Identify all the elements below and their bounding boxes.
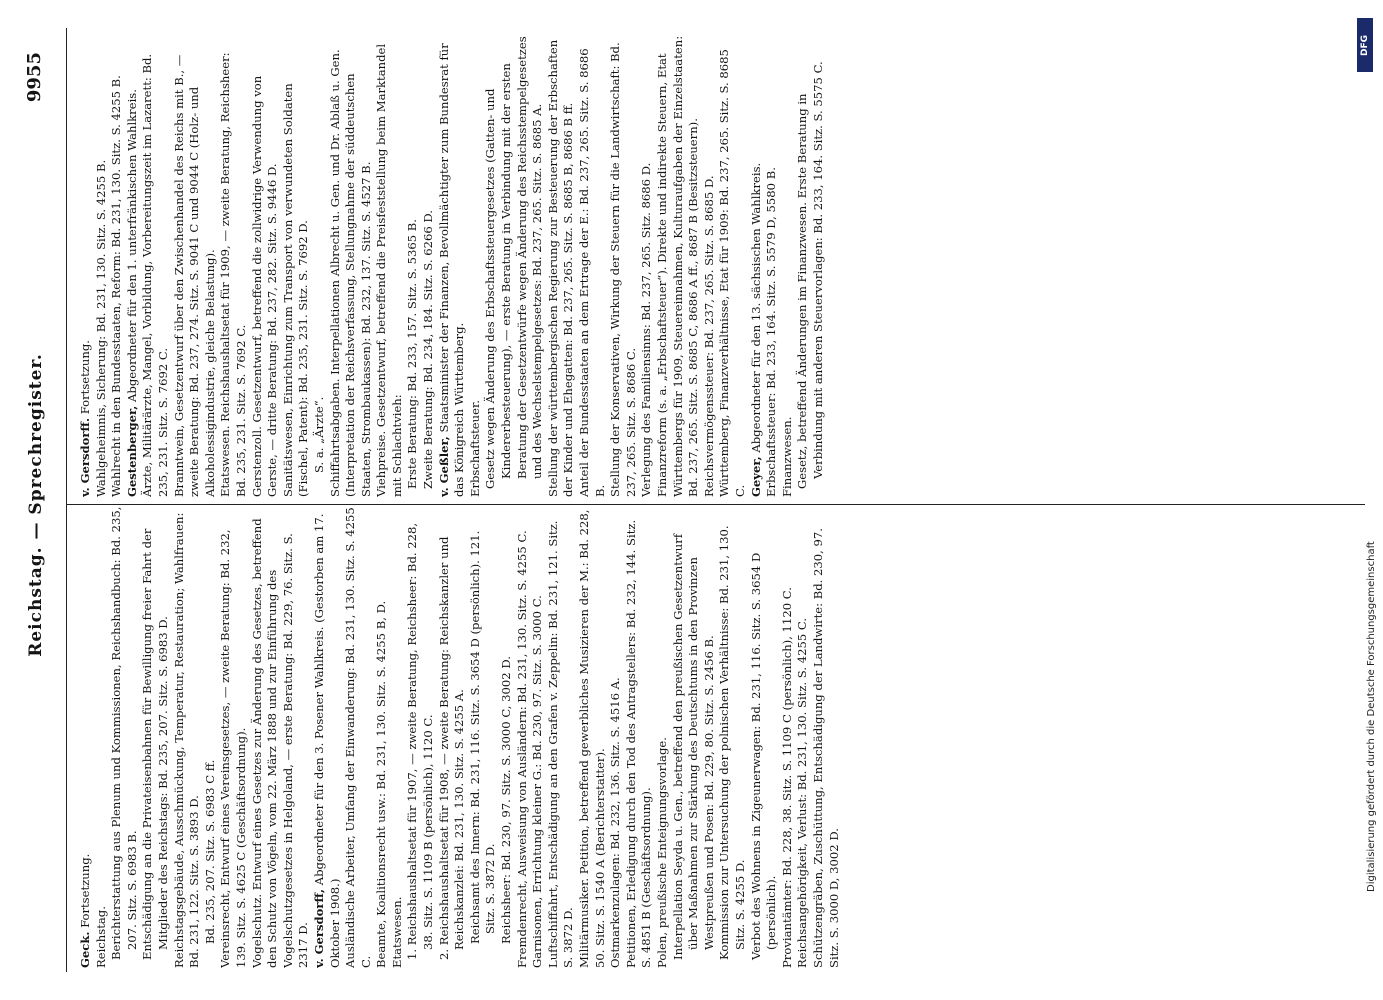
index-entry-heading [78, 506, 94, 968]
index-subentry: Gesetz, betreffend Änderungen im Finanzwesen. Erste Beratung in Verbindung mit anderen Steuervorlagen: Bd. 233, 164. Sitz. S. 5575 C. [795, 61, 825, 489]
index-entry: Luftschiffahrt, Entschädigung an den Grafen v. Zeppelin: Bd. 231, 121. Sitz. S. 3872 D. [545, 520, 576, 968]
index-entry: Stellung der württembergischen Regierung zur Besteuerung der Erbschaften der Kinder und Ehegatten: Bd. 237, 265. Sitz. S. 8685 B, 8686 B ff. [545, 39, 576, 497]
index-entry: Finanzwesen. [779, 416, 794, 497]
index-entry: Gerstenzoll. Gesetzentwurf, betreffend die zollwidrige Verwendung von Gerste, — dritte Beratung: Bd. 237, 282. Sitz. S. 9446 D. [249, 75, 280, 497]
index-entry-heading [78, 35, 94, 497]
index-subentry: Berichterstattung aus Plenum und Kommissionen, Reichshandbuch: Bd. 235, 207. Sitz. S. 6983 B. [109, 506, 139, 960]
headword: Geck. [78, 931, 92, 968]
headword-description: Abgeordneter für den 13. sächsischen Wahlkreis. [748, 162, 763, 457]
index-entry: Erbschaftsteuer. [467, 400, 482, 497]
index-entry: Branntwein, Gesetzentwurf über den Zwischenhandel des Reichs mit B., — zweite Beratung: Bd. 237, 274. Sitz. S. 9041 C und 9044 C (Holz- und Alkoholessigindustrie, gleiche Belastung). [171, 54, 217, 497]
index-entry: Wahlrecht in den Bundesstaaten, Reform: Bd. 231, 130. Sitz. S. 4255 B. [109, 75, 124, 497]
header-rule [66, 28, 67, 972]
index-entry-heading [749, 35, 765, 497]
index-entry: Beamte, Koalitionsrecht usw.: Bd. 231, 130. Sitz. S. 4255 B, D. [374, 600, 389, 968]
index-subentry: Reichsamt des Innern: Bd. 231, 116. Sitz. S. 3654 D (persönlich). 121. Sitz. S. 3872 D. [467, 530, 498, 944]
index-subentry: Verbot des Wohnens in Zigeunerwagen: Bd. 231, 116. Sitz. S. 3654 D (persönlich). [748, 552, 779, 960]
index-subentry: Gesetz wegen Änderung des Erbschaftssteuergesetzes (Gatten- und Kindererbesteuerung), — erste Beratung in Verbindung mit der ersten Beratung der Gesetzentwürfe wegen Änderung des Reichsstempelgesetzes und des Wechselstempelgesetzes: Bd. 237, 265. Sitz. S. 8685 A. [483, 36, 545, 489]
index-entry: Polen, preußische Enteignungsvorlage. [654, 737, 669, 968]
index-entry: Garnisonen, Errichtung kleiner G.: Bd. 230, 97. Sitz. S. 3000 C. [530, 595, 545, 968]
index-entry: Reichstagsgebäude, Ausschmückung, Temperatur, Restauration; Wahlfrauen: Bd. 231, 122. Sitz. S. 3893 D. [171, 512, 202, 968]
index-entry: Ärzte, Militärärzte, Mangel, Vorbildung, Vorbereitungszeit im Lazarett: Bd. 235, 231. Sitz. S. 7692 C. [140, 53, 170, 497]
headword: Gestenberger, [124, 405, 139, 497]
headword-description: Fortsetzung. [78, 853, 92, 932]
index-subentry: Entschädigung an die Privateisenbahnen für Bewilligung freier Fahrt der Mitglieder des Reichstags: Bd. 235, 207. Sitz. S. 6983 D. [140, 528, 170, 960]
index-entry: Stellung der Konservativen, Wirkung der Steuern für die Landwirtschaft: Bd. 237, 265. Sitz. S. 8686 C. [608, 42, 638, 497]
dfg-logo: DFG [1357, 18, 1373, 72]
index-subentry: Interpellation Seyda u. Gen., betreffend den preußischen Gesetzentwurf über Maßnahmen zur Stärkung des Deutschtums in den Provinzen Westpreußen und Posen: Bd. 229, 80. Sitz. S. 2456 B. [670, 533, 716, 960]
index-entry: Verlegung des Familiensinns: Bd. 237, 265. Sitz. 8686 D. [639, 162, 654, 497]
index-subentry: Bd. 235, 207. Sitz. S. 6983 C ff. [202, 759, 217, 944]
column-divider [66, 504, 1365, 505]
index-entry: Petitionen, Erledigung durch den Tod des Antragstellers: Bd. 232, 144. Sitz. S. 4851 B (Geschäftsordnung). [623, 519, 654, 968]
credit-text: Digitalisierung gefördert durch die Deutsche Forschungsgemeinschaft [1366, 541, 1377, 892]
index-entry: Viehpreise. Gesetzentwurf, betreffend die Preisfeststellung beim Marktandel mit Schlachtvieh: [374, 43, 404, 497]
index-entry: Etatswesen. Reichshaushaltsetat für 1909, — zweite Beratung, Reichsheer: Bd. 235, 231. Sitz. S. 7692 C. [218, 52, 248, 497]
index-subentry: Reichsheer: Bd. 230, 97. Sitz. S. 3000 C, 3002 D. [499, 656, 514, 944]
index-subentry: Zweite Beratung: Bd. 234, 184. Sitz. S. 6266 D. [421, 210, 436, 489]
index-entry-heading [125, 35, 141, 497]
headword: v. Geßler, [436, 436, 451, 497]
index-entry: Reichstag. [93, 906, 108, 968]
headword: v. Gersdorff. [78, 417, 92, 497]
digitization-credit [1355, 12, 1377, 982]
index-entry: Schiffahrtsabgaben. Interpellationen Albrecht u. Gen. und Dr. Ablaß u. Gen. (Interpretation der Reichsverfassung, Stellungnahme der süddeutschen Staaten, Strombaukassen): Bd. 232, 137. Sitz. S. 4527 B. [327, 49, 373, 497]
headword-description: Staatsminister der Finanzen, Bevollmächtigter zum Bundesrat für das Königreich Württemberg. [436, 43, 467, 497]
index-entry: Erbschaftssteuer: Bd. 233, 164. Sitz. S. 5579 D, 5580 B. [764, 167, 779, 497]
headword-description: Fortsetzung. [78, 340, 92, 418]
index-entry: Fremdenrecht, Ausweisung von Ausländern: Bd. 231, 130. Sitz. S. 4255 C. [514, 530, 529, 968]
index-subentry: S. a. „Ärzte“. [311, 396, 326, 473]
index-entry: Finanzreform (s. a. „Erbschaftsteuer“). Direkte und indirekte Steuern, Etat Württembergs für 1909, Steuereinnahmen, Kulturaufgaben der Einzelstaaten: Bd. 237, 265. Sitz. S. 8685 C, 8686 A ff., 8687 B (Besitzsteuern). [654, 35, 701, 497]
headword: Geyer, [748, 456, 763, 497]
left-column [78, 506, 1353, 968]
index-subentry: 2. Reichshaushaltsetat für 1908, — zweite Beratung: Reichskanzler und Reichskanzlei: Bd. 231, 130. Sitz. S. 4255 A. [436, 536, 467, 960]
index-entry: Etatswesen. [389, 896, 404, 968]
index-entry: Militärmusiker. Petition, betreffend gewerbliches Musizieren der M.: Bd. 228, 50. Sitz. S. 1540 A (Berichterstatter). [577, 509, 607, 968]
index-entry: Reichsvermögenssteuer: Bd. 237, 265. Sitz. S. 8685 D. [701, 175, 716, 497]
index-entry: Proviantämter: Bd. 228, 38. Sitz. S. 1109 C (persönlich), 1120 C. [779, 587, 794, 968]
page-number: 9955 [24, 52, 45, 103]
index-entry: Vogelschutz. Entwurf eines Gesetzes zur Änderung des Gesetzes, betreffend den Schutz von Vögeln, vom 22. März 1888 und zur Einführung des Vogelschutzgesetzes in Helgoland, — erste Beratung: Bd. 229, 76. Sitz. S. 2317 D. [249, 518, 311, 968]
index-entry: Vereinsrecht, Entwurf eines Vereinsgesetzes, — zweite Beratung: Bd. 232, 139. Sitz. S. 4625 C (Geschäftsordnung). [218, 529, 248, 968]
headword-description: Abgeordneter für den 3. Posener Wahlkreis. (Gestorben am 17. Oktober 1908.) [311, 513, 342, 968]
running-head: Reichstag. — Sprechregister. [26, 353, 46, 657]
index-subentry: Kommission zur Untersuchung der polnischen Verhältnisse: Bd. 231, 130. Sitz. S. 4255 D. [717, 525, 747, 960]
index-entry: Schützengräben, Zuschüttung, Entschädigung der Landwirte: Bd. 230, 97. Sitz. S. 3000 D, 3002 D. [810, 528, 841, 968]
index-entry-heading [312, 506, 343, 968]
index-entry: Württemberg, Finanzverhältnisse, Etat für 1909: Bd. 237, 265. Sitz. S. 8685 C. [717, 49, 747, 497]
index-entry: Ausländische Arbeiter, Umfang der Einwanderung: Bd. 231, 130. Sitz. S. 4255 C. [343, 507, 373, 968]
index-entry: Reichsangehörigkeit, Verlust: Bd. 231, 130. Sitz. S. 4255 C. [795, 617, 810, 968]
index-subentry: 1. Reichshaushaltsetat für 1907, — zweite Beratung, Reichsheer: Bd. 228, 38. Sitz. S. 1109 B (persönlich), 1120 C. [405, 522, 436, 960]
headword: v. Gersdorff, [311, 888, 326, 968]
index-entry-heading [437, 35, 468, 497]
index-entry: Ostmarkenzulagen: Bd. 232, 136. Sitz. S. 4516 A. [608, 677, 623, 968]
right-column [78, 35, 1353, 497]
index-subentry: Erste Beratung: Bd. 233, 157. Sitz. S. 5365 B. [405, 219, 420, 489]
page-header [18, 40, 68, 970]
headword-description: Abgeordneter für den 1. unterfränkischen Wahlkreis. [124, 89, 139, 406]
index-entry: Sanitätswesen, Einrichtung zum Transport von verwundeten Soldaten (Fischel, Patent): Bd. 235, 231. Sitz. S. 7692 D. [280, 83, 311, 497]
index-entry: Wahlgeheimnis, Sicherung: Bd. 231, 130. Sitz. S. 4255 B. [93, 159, 108, 497]
index-entry: Anteil der Bundesstaaten an dem Ertrage der E.: Bd. 237, 265. Sitz. S. 8686 B. [577, 48, 607, 497]
